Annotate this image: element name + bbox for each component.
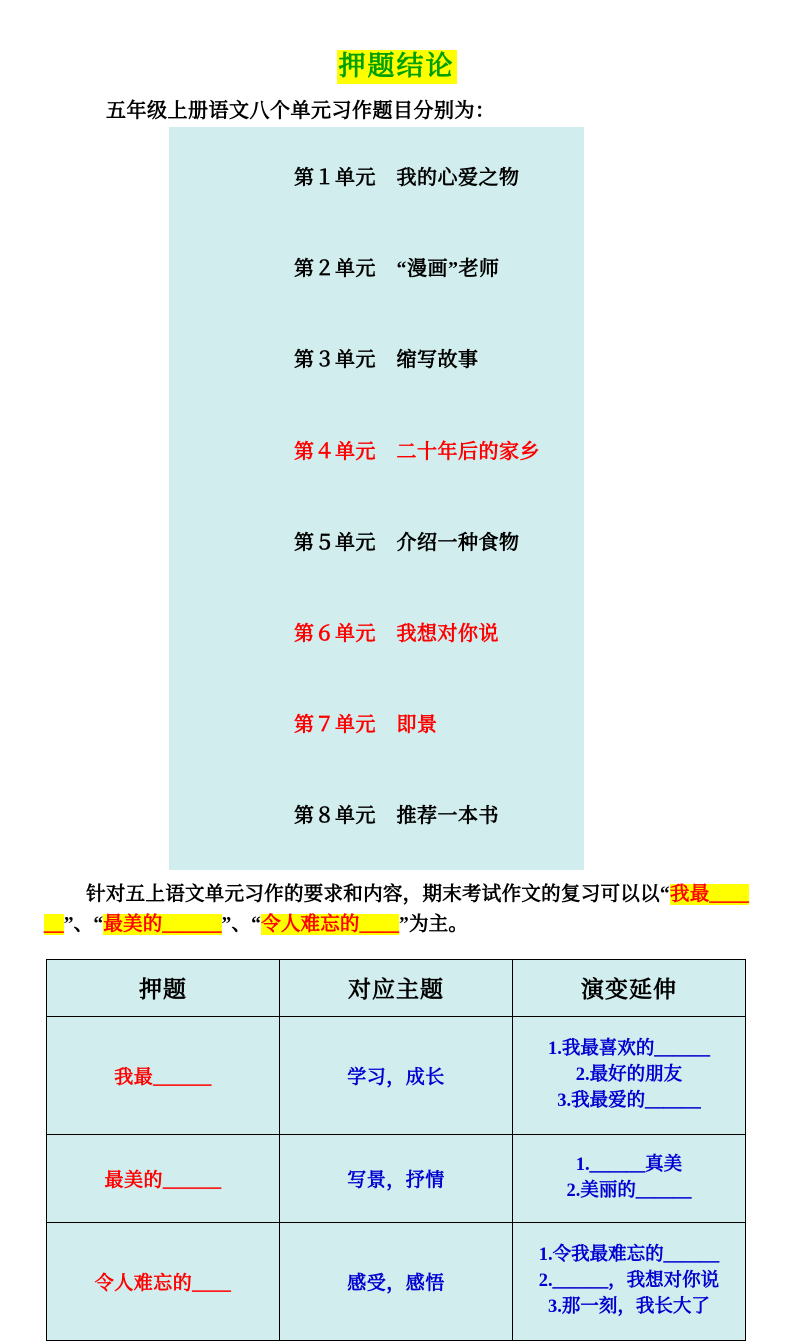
table-row xyxy=(47,1134,746,1222)
extension-item: 3.我最爱的＿＿＿ xyxy=(557,1091,701,1112)
unit-list xyxy=(169,127,584,870)
extension-item: 2.美丽的＿＿＿ xyxy=(566,1181,692,1202)
paragraph-part-1: 针对五上语文单元习作的要求和内容，期末考试作文的复习可以以“ xyxy=(86,884,670,906)
list-item xyxy=(169,771,584,862)
unit-topic: 即景 xyxy=(396,714,438,737)
column-header-topic: 押题 xyxy=(47,959,280,1016)
list-item xyxy=(169,497,584,588)
cell-theme: 感受，感悟 xyxy=(280,1222,513,1340)
page-title: 押题结论 xyxy=(337,50,457,84)
list-item xyxy=(169,133,584,224)
cell-theme: 写景，抒情 xyxy=(280,1134,513,1222)
unit-topic: 介绍一种食物 xyxy=(396,531,520,554)
unit-label: 第４单元 xyxy=(294,440,376,463)
highlight-topic-3: 令人难忘的＿＿ xyxy=(261,914,400,936)
cell-topic: 最美的＿＿＿ xyxy=(47,1134,280,1222)
cell-extensions xyxy=(513,1222,746,1340)
extension-item: 2.＿＿＿，我想对你说 xyxy=(538,1270,720,1291)
extension-item: 2.最好的朋友 xyxy=(575,1064,683,1085)
unit-topic: 我想对你说 xyxy=(396,623,499,645)
unit-topic: 我的心爱之物 xyxy=(396,167,520,190)
unit-label: 第１单元 xyxy=(294,167,376,190)
table-row xyxy=(47,1222,746,1340)
paragraph-mid-1: ”、“ xyxy=(63,914,104,936)
unit-topic: 推荐一本书 xyxy=(396,805,499,828)
unit-topic: 缩写故事 xyxy=(396,349,479,372)
unit-label: 第２单元 xyxy=(294,258,376,281)
table-header xyxy=(47,959,746,1016)
table-header-row xyxy=(47,959,746,1016)
extension-item: 1.＿＿＿真美 xyxy=(575,1154,683,1175)
table-body xyxy=(47,1016,746,1340)
unit-label: 第８单元 xyxy=(294,805,376,828)
cell-extensions xyxy=(513,1016,746,1134)
body-paragraph xyxy=(44,880,749,940)
column-header-theme: 对应主题 xyxy=(280,959,513,1016)
unit-label: 第３单元 xyxy=(294,349,376,372)
list-item xyxy=(169,315,584,406)
list-item xyxy=(169,680,584,771)
extension-item: 1.令我最难忘的＿＿＿ xyxy=(538,1244,720,1265)
extension-item: 1.我最喜欢的＿＿＿ xyxy=(548,1038,710,1059)
paragraph-mid-2: ”、“ xyxy=(221,914,262,936)
column-header-extension: 演变延伸 xyxy=(513,959,746,1016)
extension-item: 3.那一刻，我长大了 xyxy=(548,1297,710,1318)
list-item xyxy=(169,224,584,315)
cell-topic: 令人难忘的＿＿ xyxy=(47,1222,280,1340)
highlight-topic-1: 我最＿＿＿ xyxy=(44,884,749,936)
unit-topic: 二十年后的家乡 xyxy=(396,440,540,463)
cell-theme: 学习，成长 xyxy=(280,1016,513,1134)
list-item xyxy=(169,406,584,497)
highlight-topic-2: 最美的＿＿＿ xyxy=(103,914,222,936)
prediction-table xyxy=(46,959,746,1341)
unit-label: 第５单元 xyxy=(294,531,376,554)
unit-topic: “漫画”老师 xyxy=(396,258,500,281)
table-row xyxy=(47,1016,746,1134)
list-item xyxy=(169,589,584,680)
cell-topic: 我最＿＿＿ xyxy=(47,1016,280,1134)
unit-label: 第６单元 xyxy=(294,623,376,645)
unit-label: 第７单元 xyxy=(294,714,376,737)
paragraph-part-2: ”为主。 xyxy=(399,914,469,936)
cell-extensions xyxy=(513,1134,746,1222)
intro-line: 五年级上册语文八个单元习作题目分别为： xyxy=(106,99,496,122)
page-title-container xyxy=(44,50,749,84)
